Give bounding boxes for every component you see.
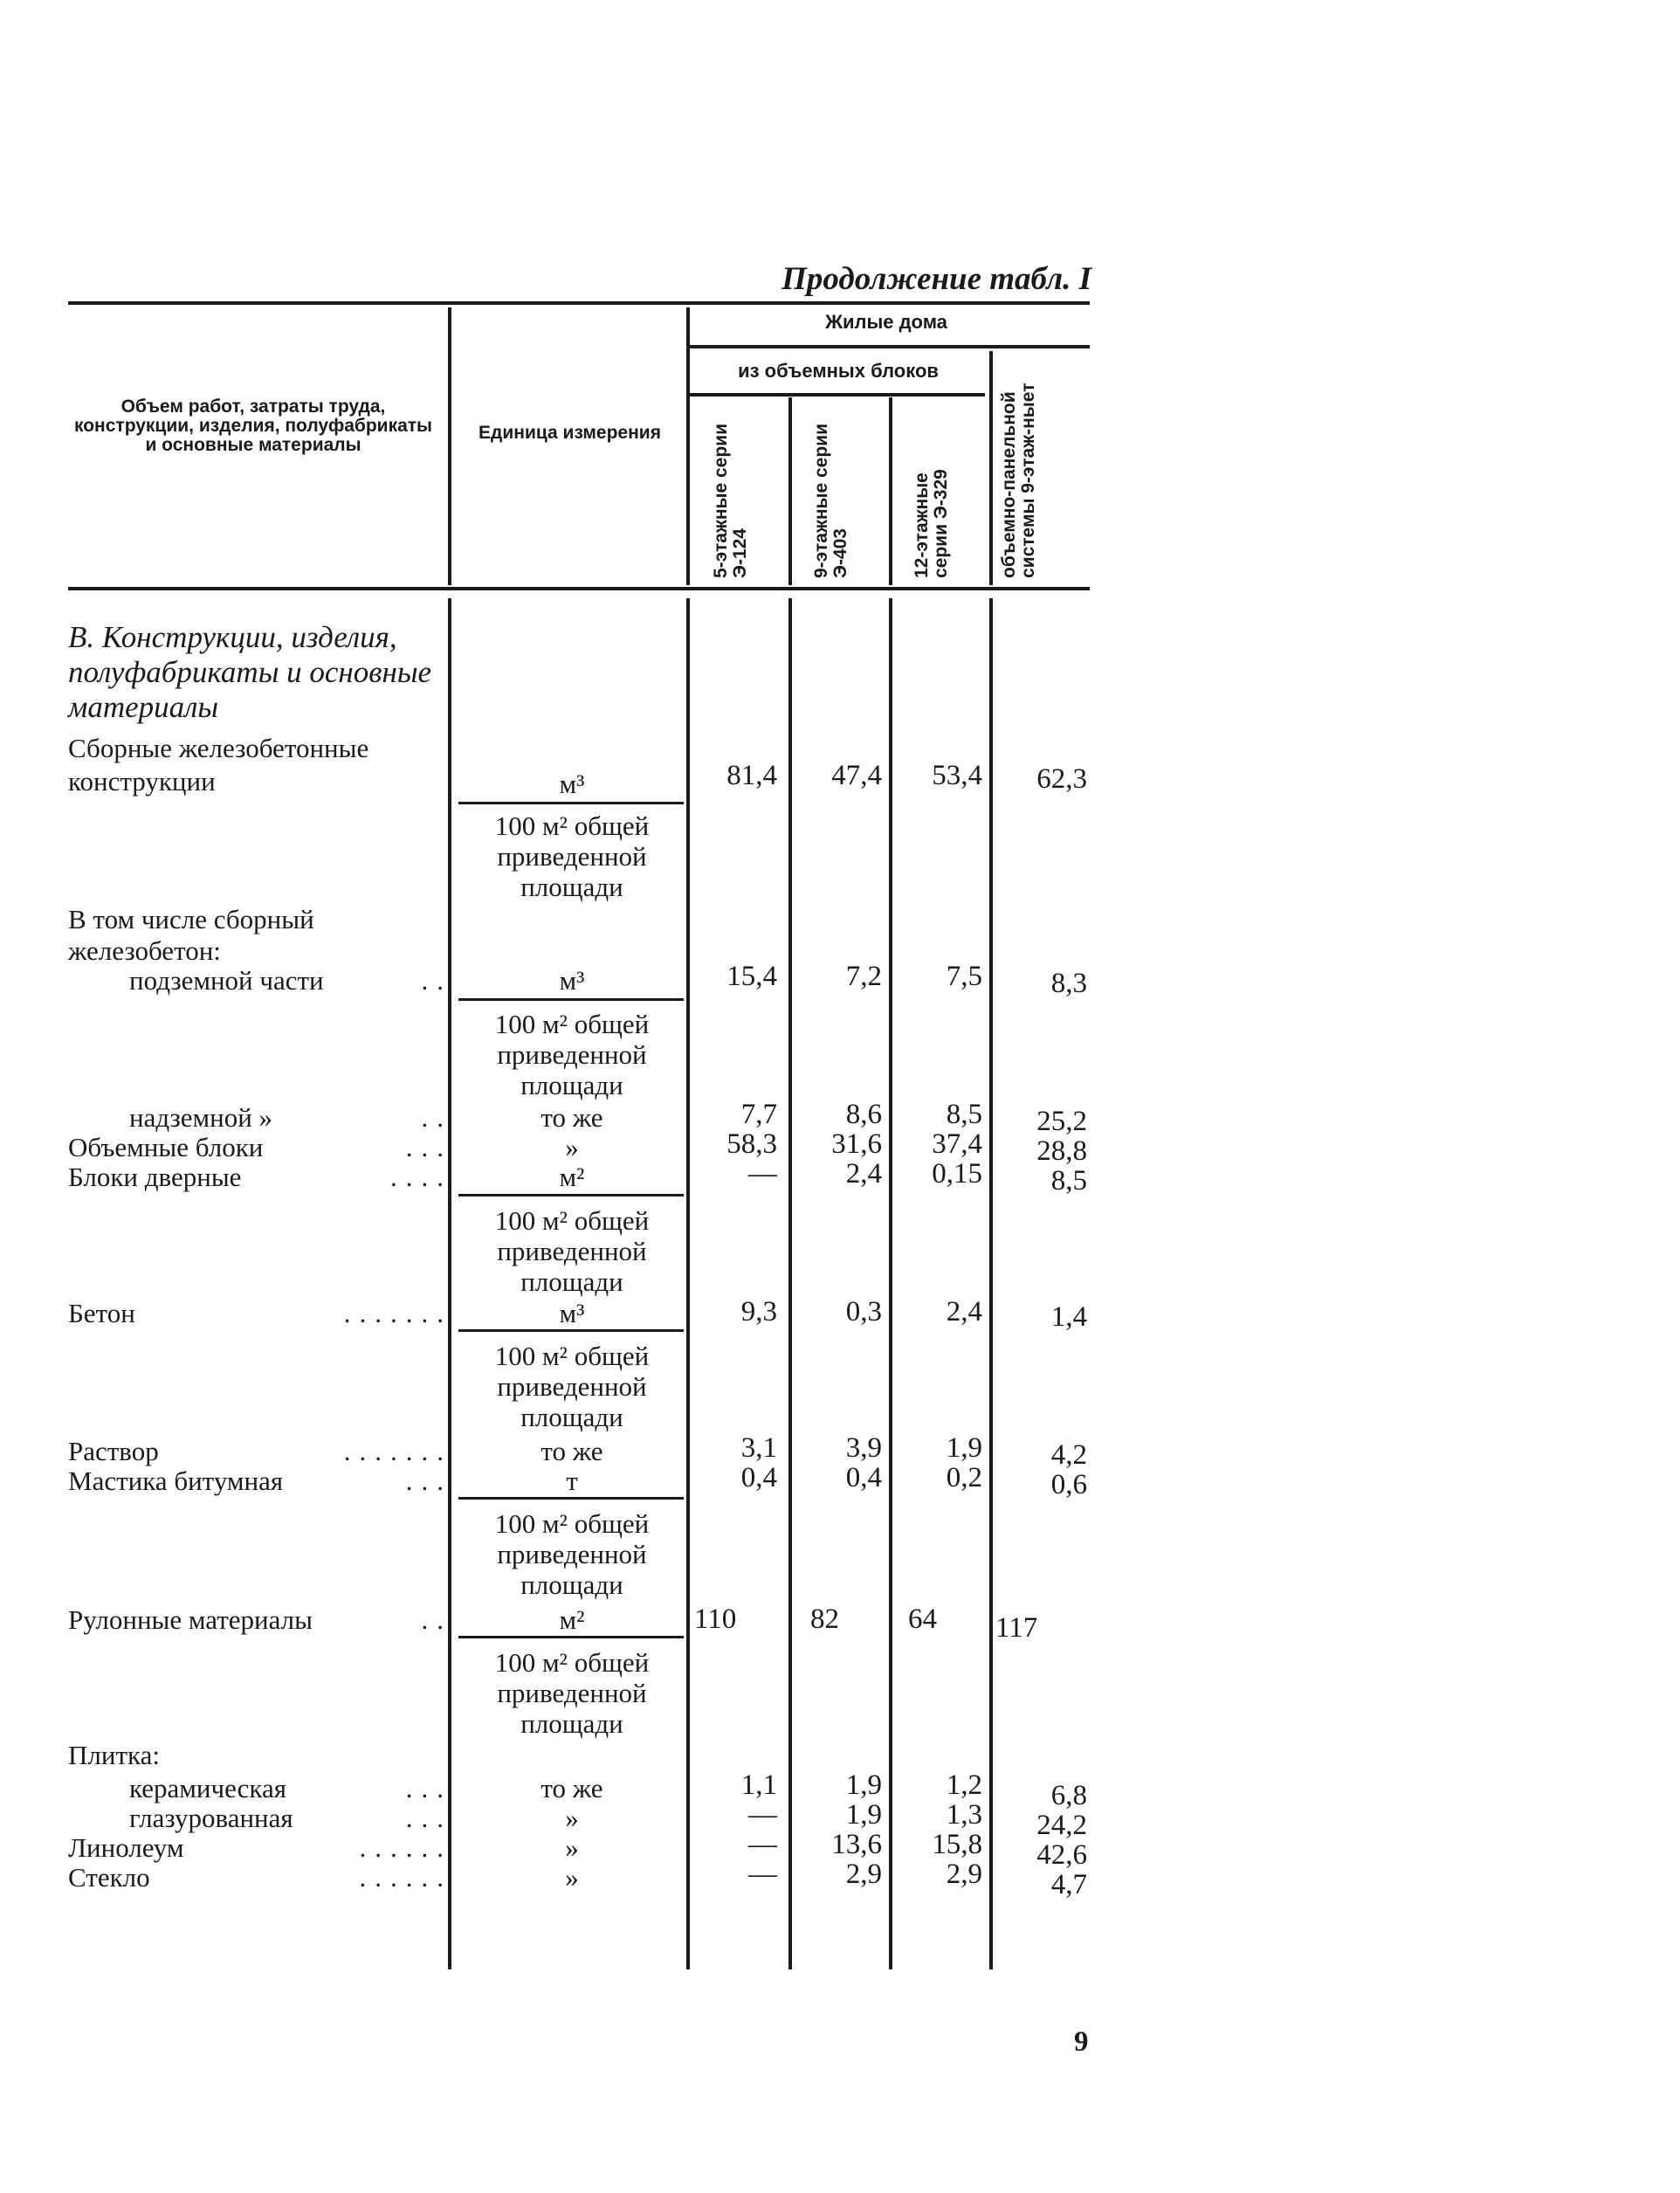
row-label-underground: [68, 965, 452, 996]
val-roll-materials-2: 82: [810, 1603, 839, 1635]
row-label-concrete: [68, 1298, 452, 1328]
val-volume-blocks-4: 28,8: [1036, 1135, 1087, 1167]
row-label-aboveground: [68, 1102, 452, 1133]
val-precast-2: 47,4: [831, 760, 882, 791]
unit-ceramic: то же: [540, 1773, 603, 1803]
header-unit-column: Единица измерения: [479, 423, 661, 443]
val-door-blocks-3: 0,15: [932, 1158, 982, 1190]
header-subgroup-blocks: из объемных блоков: [738, 360, 939, 382]
unit-rule-6: [458, 1636, 684, 1638]
val-precast-4: 62,3: [1036, 763, 1087, 795]
val-glass-3: 2,9: [946, 1859, 982, 1890]
row-label-linoleum-text: Линолеум: [68, 1832, 184, 1863]
val-underground-4: 8,3: [1050, 968, 1087, 999]
val-mortar-3: 1,9: [946, 1432, 982, 1464]
val-glazed-2: 1,9: [845, 1799, 882, 1831]
val-aboveground-4: 25,2: [1036, 1106, 1087, 1137]
val-precast-1: 81,4: [726, 760, 777, 791]
header-col-9-storey: 9-этажные серии Э-403: [811, 424, 850, 578]
row-label-underground-text: подземной части: [129, 965, 324, 996]
leader-dots: ....: [390, 1162, 452, 1192]
page-number: 9: [1074, 2026, 1089, 2058]
val-roll-materials-1: 110: [694, 1603, 737, 1635]
header-bottom-rule: [68, 587, 1090, 590]
val-ceramic-4: 6,8: [1050, 1780, 1087, 1811]
val-glass-2: 2,9: [845, 1859, 882, 1890]
leader-dots: .......: [343, 1436, 452, 1466]
header-divider-c3: [889, 397, 892, 585]
val-mastic-4: 0,6: [1050, 1469, 1087, 1500]
row-label-mortar: [68, 1436, 452, 1466]
body-divider-c1: [686, 598, 690, 1969]
val-aboveground-1: 7,7: [740, 1099, 777, 1130]
section-title: В. Конструкции, изделия, полуфабрикаты и основные материалы: [68, 620, 432, 724]
val-underground-3: 7,5: [946, 961, 982, 992]
val-linoleum-4: 42,6: [1036, 1839, 1087, 1871]
row-label-volume-blocks: [68, 1132, 452, 1162]
header-col-12-storey: 12-этажные серии Э-329: [912, 469, 951, 578]
unit-roll-materials: м²: [559, 1604, 585, 1635]
leader-dots: ......: [359, 1832, 452, 1863]
table-caption: Продолжение табл. I: [781, 261, 1091, 297]
row-label-volume-blocks-text: Объемные блоки: [68, 1132, 264, 1162]
val-aboveground-3: 8,5: [946, 1099, 982, 1130]
val-glazed-3: 1,3: [946, 1799, 982, 1831]
val-volume-blocks-3: 37,4: [932, 1128, 982, 1160]
row-label-mastic-text: Мастика битумная: [68, 1465, 284, 1496]
unit-glass: »: [565, 1862, 579, 1893]
unit-note-1: 100 м² общей приведенной площади: [494, 810, 650, 902]
row-label-mortar-text: Раствор: [68, 1436, 159, 1466]
leader-dots: ..: [421, 965, 452, 996]
val-mastic-3: 0,2: [946, 1462, 982, 1493]
val-door-blocks-2: 2,4: [845, 1158, 882, 1190]
row-label-roll-materials-text: Рулонные материалы: [68, 1604, 313, 1635]
header-col-5-storey: 5-этажные серии Э-124: [711, 424, 750, 578]
val-glass-4: 4,7: [1050, 1869, 1087, 1900]
unit-linoleum: »: [565, 1832, 579, 1863]
unit-rule-4: [458, 1329, 684, 1332]
val-concrete-3: 2,4: [946, 1296, 982, 1328]
val-linoleum-2: 13,6: [831, 1829, 882, 1860]
subgroup-rule: [690, 393, 985, 397]
row-label-precast-text: Сборные железобетонные конструкции: [68, 733, 369, 797]
header-top-rule: [68, 301, 1090, 305]
unit-door-blocks: м²: [559, 1162, 585, 1192]
header-divider-c4: [989, 351, 993, 585]
val-mastic-2: 0,4: [845, 1462, 882, 1493]
row-label-aboveground-text: надземной »: [129, 1102, 273, 1133]
row-label-door-blocks-text: Блоки дверные: [68, 1162, 242, 1192]
val-mortar-2: 3,9: [845, 1432, 882, 1464]
unit-note-6: 100 м² общей приведенной площади: [494, 1647, 650, 1739]
val-glazed-4: 24,2: [1036, 1810, 1087, 1841]
val-ceramic-2: 1,9: [845, 1769, 882, 1801]
header-divider-unit: [448, 307, 451, 585]
val-mortar-4: 4,2: [1050, 1439, 1087, 1471]
val-linoleum-1: —: [748, 1829, 777, 1860]
group-rule: [690, 345, 1090, 348]
val-glazed-1: —: [748, 1799, 777, 1831]
unit-mastic: т: [566, 1465, 578, 1496]
row-label-ceramic: [68, 1773, 452, 1803]
unit-rule-3: [458, 1194, 684, 1196]
unit-glazed: »: [565, 1803, 579, 1833]
unit-rule-5: [458, 1497, 684, 1500]
leader-dots: ...: [405, 1132, 452, 1162]
row-label-roll-materials: [68, 1604, 452, 1635]
val-glass-1: —: [748, 1859, 777, 1890]
unit-note-3: 100 м² общей приведенной площади: [494, 1205, 650, 1297]
header-divider-group: [686, 307, 690, 585]
val-mastic-1: 0,4: [740, 1462, 777, 1493]
header-work-column: Объем работ, затраты труда, конструкции, изделия, полуфабрикаты и основные материалы: [73, 397, 432, 455]
val-concrete-1: 9,3: [740, 1296, 777, 1328]
unit-concrete: м³: [559, 1298, 585, 1328]
unit-note-4: 100 м² общей приведенной площади: [494, 1341, 650, 1432]
leader-dots: ..: [421, 1604, 452, 1635]
val-precast-3: 53,4: [932, 760, 982, 791]
header-group-residential: Жилые дома: [825, 311, 947, 333]
val-ceramic-1: 1,1: [740, 1769, 777, 1801]
val-volume-blocks-1: 58,3: [726, 1128, 777, 1160]
leader-dots: ..: [421, 1102, 452, 1133]
leader-dots: ...: [405, 1465, 452, 1496]
row-label-glass: [68, 1862, 452, 1893]
val-concrete-4: 1,4: [1050, 1301, 1087, 1333]
unit-underground: м³: [559, 965, 585, 996]
val-roll-materials-4: 117: [995, 1612, 1038, 1644]
row-label-precast: [68, 732, 435, 798]
unit-rule-1: [458, 802, 684, 804]
unit-aboveground: то же: [540, 1102, 603, 1133]
val-roll-materials-3: 64: [908, 1603, 937, 1635]
body-divider-c2: [788, 598, 792, 1969]
val-underground-2: 7,2: [845, 961, 882, 992]
leader-dots: .......: [343, 1298, 452, 1328]
header-divider-c2: [788, 397, 792, 585]
val-underground-1: 15,4: [726, 961, 777, 992]
body-divider-c4: [989, 598, 993, 1969]
unit-volume-blocks: »: [565, 1132, 579, 1162]
leader-dots: ......: [359, 1862, 452, 1893]
unit-precast: м³: [559, 769, 585, 799]
unit-note-5: 100 м² общей приведенной площади: [494, 1508, 650, 1600]
val-door-blocks-4: 8,5: [1050, 1165, 1087, 1196]
unit-rule-2: [458, 998, 684, 1001]
val-door-blocks-1: —: [748, 1158, 777, 1190]
header-col-panel-system: объемно-панельной системы 9-этаж-ныет: [999, 383, 1038, 578]
val-volume-blocks-2: 31,6: [831, 1128, 882, 1160]
unit-mortar: то же: [540, 1436, 603, 1466]
val-ceramic-3: 1,2: [946, 1769, 982, 1801]
row-label-ceramic-text: керамическая: [129, 1773, 287, 1803]
row-label-glazed: [68, 1803, 452, 1833]
leader-dots: ...: [405, 1773, 452, 1803]
row-label-glazed-text: глазурованная: [129, 1803, 293, 1833]
row-label-concrete-text: Бетон: [68, 1298, 135, 1328]
row-label-tile: Плитка:: [68, 1740, 160, 1770]
row-label-glass-text: Стекло: [68, 1862, 150, 1893]
val-mortar-1: 3,1: [740, 1432, 777, 1464]
body-divider-c3: [889, 598, 892, 1969]
val-linoleum-3: 15,8: [932, 1829, 982, 1860]
row-label-including: В том числе сборный железобетон:: [68, 904, 314, 966]
row-label-linoleum: [68, 1832, 452, 1863]
leader-dots: ...: [405, 1803, 452, 1833]
row-label-mastic: [68, 1465, 452, 1496]
row-label-door-blocks: [68, 1162, 452, 1192]
unit-note-2: 100 м² общей приведенной площади: [494, 1009, 650, 1100]
val-concrete-2: 0,3: [845, 1296, 882, 1328]
val-aboveground-2: 8,6: [845, 1099, 882, 1130]
